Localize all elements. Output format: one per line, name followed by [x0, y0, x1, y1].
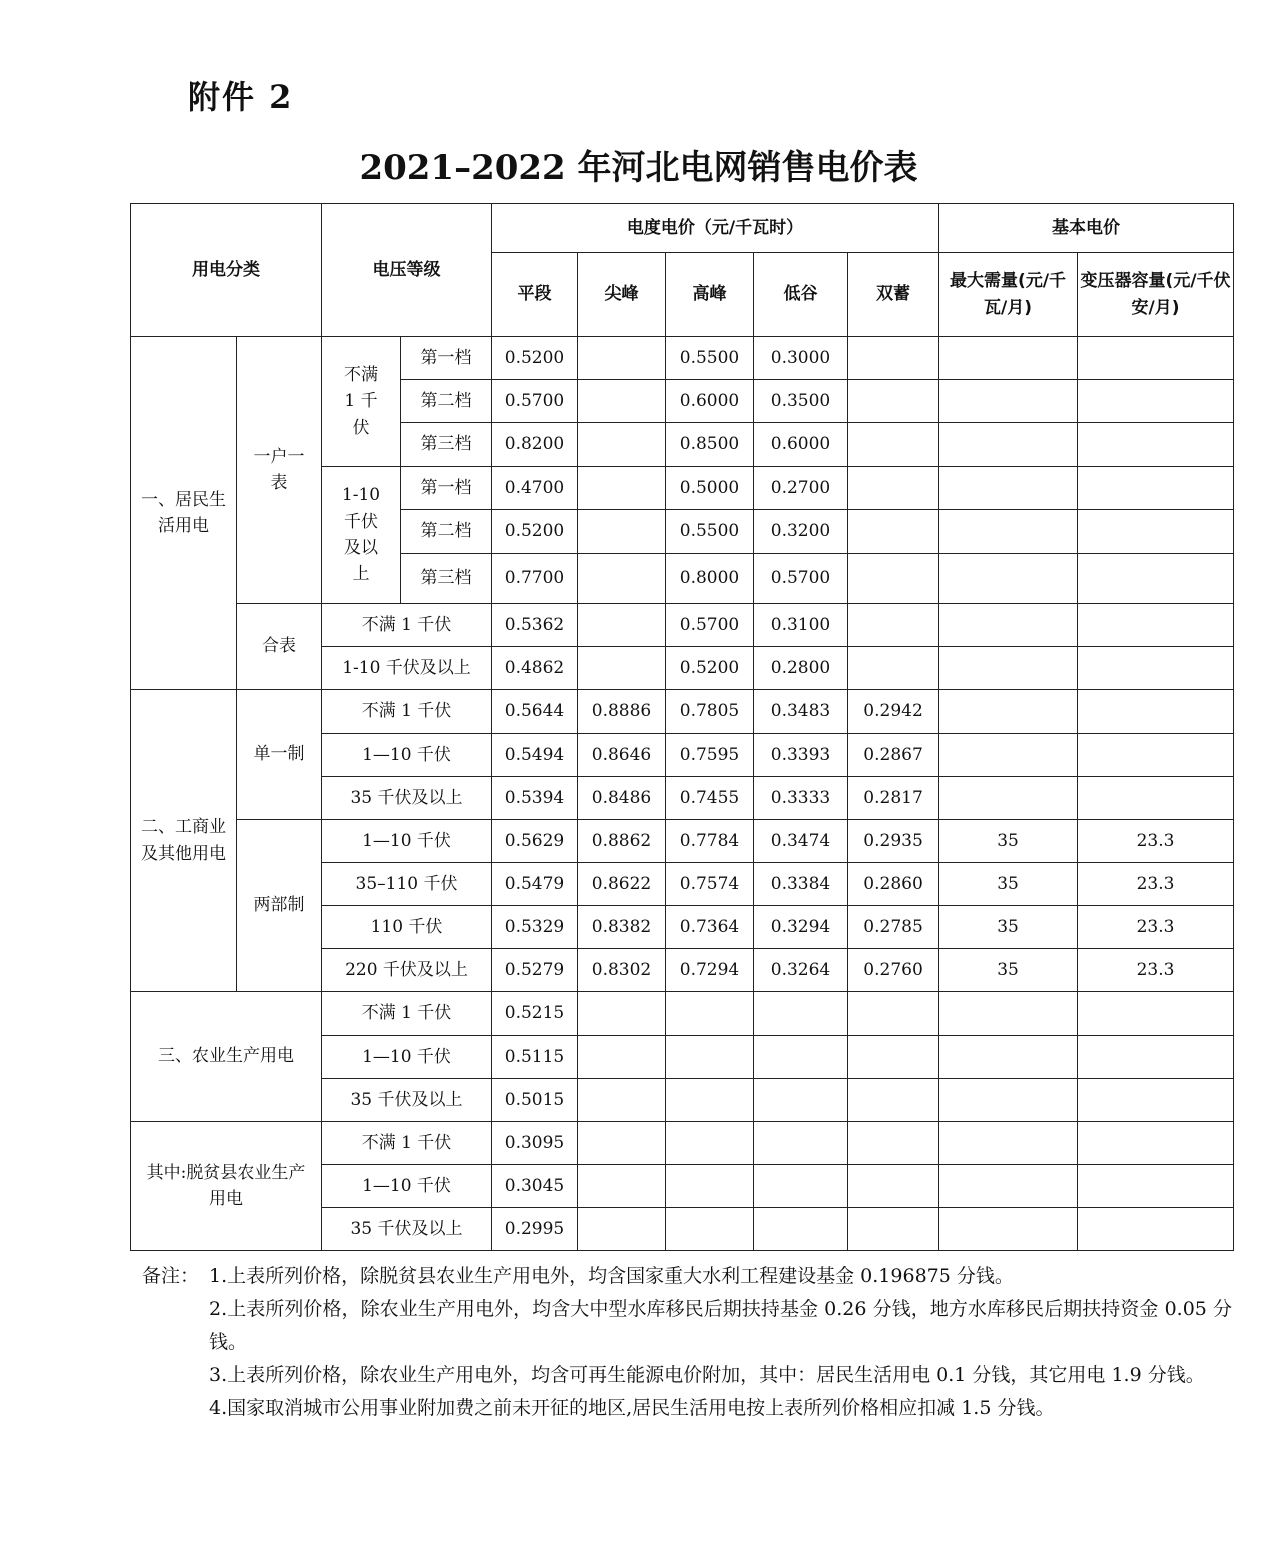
header-voltage: 电压等级: [322, 204, 492, 337]
voltage-cell: 35 千伏及以上: [322, 777, 492, 820]
price-cell: 0.2860: [848, 863, 939, 906]
price-cell: [578, 1036, 666, 1079]
price-cell: [939, 1208, 1078, 1251]
header-dual-storage: 双蓄: [848, 253, 939, 337]
price-cell: 0.5362: [492, 604, 578, 647]
voltage-cell: 不满 1 千伏: [322, 992, 492, 1036]
price-cell: 0.2995: [492, 1208, 578, 1251]
price-cell: [578, 337, 666, 380]
voltage-cell: 35 千伏及以上: [322, 1079, 492, 1122]
price-cell: 0.7455: [666, 777, 754, 820]
header-valley: 低谷: [754, 253, 848, 337]
price-cell: [939, 337, 1078, 380]
price-cell: [578, 554, 666, 604]
price-cell: [1078, 690, 1234, 734]
price-cell: [578, 380, 666, 423]
price-cell: 0.8500: [666, 423, 754, 467]
price-cell: 0.5700: [666, 604, 754, 647]
price-cell: 0.2800: [754, 647, 848, 690]
tier-cell: 第二档: [401, 510, 492, 554]
price-cell: 0.2867: [848, 734, 939, 777]
price-cell: [1078, 604, 1234, 647]
price-cell: [939, 734, 1078, 777]
price-cell: 0.5629: [492, 820, 578, 863]
price-cell: [848, 1036, 939, 1079]
price-cell: [939, 647, 1078, 690]
voltage-cell: 1-10 千伏及以上: [322, 647, 492, 690]
price-cell: [1078, 1208, 1234, 1251]
price-cell: 35: [939, 820, 1078, 863]
notes-label: 备注：: [142, 1265, 200, 1287]
price-cell: 0.5000: [666, 467, 754, 510]
header-category: 用电分类: [131, 204, 322, 337]
header-transformer-capacity: 变压器容量(元/千伏安/月): [1078, 253, 1234, 337]
header-energy-price: 电度电价（元/千瓦时）: [492, 204, 939, 253]
price-cell: 0.5115: [492, 1036, 578, 1079]
header-max-demand: 最大需量(元/千瓦/月): [939, 253, 1078, 337]
price-cell: 0.3000: [754, 337, 848, 380]
note-item: 3.上表所列价格，除农业生产用电外，均含可再生能源电价附加，其中：居民生活用电 0.1 分钱，其它用电 1.9 分钱。: [209, 1364, 1205, 1386]
price-cell: [848, 380, 939, 423]
price-cell: [939, 1122, 1078, 1165]
price-cell: [1078, 467, 1234, 510]
price-cell: [578, 510, 666, 554]
price-cell: 0.8622: [578, 863, 666, 906]
price-cell: 0.3045: [492, 1165, 578, 1208]
price-cell: [848, 1165, 939, 1208]
price-cell: [848, 604, 939, 647]
price-cell: [939, 604, 1078, 647]
price-cell: 0.8302: [578, 949, 666, 992]
price-cell: [939, 992, 1078, 1036]
voltage-cell: 110 千伏: [322, 906, 492, 949]
price-cell: [1078, 1036, 1234, 1079]
price-cell: 0.4862: [492, 647, 578, 690]
price-cell: [578, 1122, 666, 1165]
price-cell: [848, 510, 939, 554]
price-cell: 0.7700: [492, 554, 578, 604]
voltage-cell: 不满 1 千伏: [322, 1122, 492, 1165]
price-cell: [754, 1079, 848, 1122]
attachment-label: 附件 2: [188, 78, 294, 116]
price-cell: [848, 1079, 939, 1122]
price-cell: [848, 1122, 939, 1165]
price-cell: [666, 1122, 754, 1165]
voltage-cell: 220 千伏及以上: [322, 949, 492, 992]
price-cell: 0.7784: [666, 820, 754, 863]
price-cell: 0.5644: [492, 690, 578, 734]
price-cell: [1078, 777, 1234, 820]
price-cell: 0.5700: [754, 554, 848, 604]
price-cell: [1078, 734, 1234, 777]
voltage-cell: 不满 1 千伏: [322, 337, 401, 467]
price-cell: [939, 1036, 1078, 1079]
price-cell: [754, 1165, 848, 1208]
price-cell: [848, 423, 939, 467]
price-cell: [578, 423, 666, 467]
category-commercial: 二、工商业及其他用电: [131, 690, 237, 992]
table-row: [131, 1122, 1234, 1165]
price-cell: 0.3393: [754, 734, 848, 777]
voltage-cell: 1—10 千伏: [322, 1165, 492, 1208]
price-cell: 0.2785: [848, 906, 939, 949]
price-cell: [666, 992, 754, 1036]
price-cell: 23.3: [1078, 820, 1234, 863]
price-cell: 0.2942: [848, 690, 939, 734]
price-cell: [939, 467, 1078, 510]
voltage-cell: 1-10 千伏及以上: [322, 467, 401, 604]
price-cell: 0.3200: [754, 510, 848, 554]
price-cell: [754, 1208, 848, 1251]
price-cell: 0.5215: [492, 992, 578, 1036]
price-cell: [578, 1208, 666, 1251]
price-cell: 0.5494: [492, 734, 578, 777]
price-cell: 0.3333: [754, 777, 848, 820]
price-cell: [848, 467, 939, 510]
price-cell: [848, 1208, 939, 1251]
price-cell: 0.5500: [666, 337, 754, 380]
category-poverty-agriculture: 其中:脱贫县农业生产用电: [131, 1122, 322, 1251]
price-cell: 0.3100: [754, 604, 848, 647]
price-cell: 0.2935: [848, 820, 939, 863]
price-cell: [848, 337, 939, 380]
price-cell: [1078, 337, 1234, 380]
price-cell: 0.8486: [578, 777, 666, 820]
price-cell: [578, 992, 666, 1036]
price-cell: [939, 380, 1078, 423]
price-cell: [666, 1165, 754, 1208]
header-basic-price: 基本电价: [939, 204, 1234, 253]
price-cell: [666, 1208, 754, 1251]
subcategory-one-meter: 一户一表: [237, 337, 322, 604]
price-cell: [939, 1165, 1078, 1208]
table-row: [131, 690, 1234, 734]
price-cell: 0.8200: [492, 423, 578, 467]
price-cell: 0.3483: [754, 690, 848, 734]
price-cell: 0.8646: [578, 734, 666, 777]
price-cell: [578, 467, 666, 510]
price-cell: 0.5015: [492, 1079, 578, 1122]
price-cell: 0.7294: [666, 949, 754, 992]
price-cell: [939, 510, 1078, 554]
price-cell: [939, 1079, 1078, 1122]
price-cell: 0.5329: [492, 906, 578, 949]
price-cell: [666, 1036, 754, 1079]
price-cell: [939, 690, 1078, 734]
price-cell: 0.3474: [754, 820, 848, 863]
price-cell: 0.5200: [492, 510, 578, 554]
price-cell: [1078, 1079, 1234, 1122]
subcategory-single: 单一制: [237, 690, 322, 820]
price-cell: 35: [939, 906, 1078, 949]
price-cell: [939, 423, 1078, 467]
header-flat: 平段: [492, 253, 578, 337]
price-cell: 0.6000: [666, 380, 754, 423]
price-cell: [1078, 992, 1234, 1036]
price-cell: [1078, 1165, 1234, 1208]
price-cell: 35: [939, 863, 1078, 906]
price-cell: 0.6000: [754, 423, 848, 467]
price-cell: [1078, 423, 1234, 467]
price-cell: [578, 604, 666, 647]
tier-cell: 第一档: [401, 467, 492, 510]
tier-cell: 第二档: [401, 380, 492, 423]
notes: [142, 1260, 1232, 1425]
voltage-cell: 1—10 千伏: [322, 1036, 492, 1079]
tier-cell: 第三档: [401, 423, 492, 467]
price-cell: 0.7805: [666, 690, 754, 734]
price-cell: 23.3: [1078, 863, 1234, 906]
price-cell: 0.3264: [754, 949, 848, 992]
price-cell: 0.7364: [666, 906, 754, 949]
price-cell: 0.3500: [754, 380, 848, 423]
subcategory-shared-meter: 合表: [237, 604, 322, 690]
price-cell: [939, 554, 1078, 604]
price-cell: [848, 554, 939, 604]
note-item: 1.上表所列价格，除脱贫县农业生产用电外，均含国家重大水利工程建设基金 0.196875 分钱。: [209, 1265, 1014, 1287]
price-cell: [754, 1036, 848, 1079]
price-cell: [754, 992, 848, 1036]
price-cell: 0.5200: [666, 647, 754, 690]
price-cell: [1078, 510, 1234, 554]
header-peak: 高峰: [666, 253, 754, 337]
table-row: [131, 604, 1234, 647]
tier-cell: 第一档: [401, 337, 492, 380]
price-cell: 0.3294: [754, 906, 848, 949]
price-cell: 0.5200: [492, 337, 578, 380]
price-cell: 0.2817: [848, 777, 939, 820]
voltage-cell: 1—10 千伏: [322, 734, 492, 777]
note-item: 2.上表所列价格，除农业生产用电外，均含大中型水库移民后期扶持基金 0.26 分钱，地方水库移民后期扶持资金 0.05 分钱。: [209, 1298, 1232, 1353]
price-cell: 35: [939, 949, 1078, 992]
price-cell: 0.2700: [754, 467, 848, 510]
price-cell: 0.2760: [848, 949, 939, 992]
price-cell: [1078, 1122, 1234, 1165]
price-cell: [939, 777, 1078, 820]
price-cell: 0.5394: [492, 777, 578, 820]
voltage-cell: 1—10 千伏: [322, 820, 492, 863]
category-agriculture: 三、农业生产用电: [131, 992, 322, 1122]
price-cell: 0.8886: [578, 690, 666, 734]
price-cell: [666, 1079, 754, 1122]
price-cell: [578, 647, 666, 690]
price-cell: 0.8382: [578, 906, 666, 949]
price-cell: 0.5279: [492, 949, 578, 992]
price-cell: 0.5700: [492, 380, 578, 423]
price-cell: [578, 1165, 666, 1208]
price-cell: [754, 1122, 848, 1165]
subcategory-two-part: 两部制: [237, 820, 322, 992]
price-cell: [848, 647, 939, 690]
price-cell: [578, 1079, 666, 1122]
page-title: 2021–2022 年河北电网销售电价表: [359, 148, 918, 188]
price-cell: [848, 992, 939, 1036]
price-cell: 0.7595: [666, 734, 754, 777]
price-cell: 0.7574: [666, 863, 754, 906]
price-cell: [1078, 647, 1234, 690]
voltage-cell: 不满 1 千伏: [322, 690, 492, 734]
voltage-cell: 35–110 千伏: [322, 863, 492, 906]
price-cell: 23.3: [1078, 906, 1234, 949]
price-table: [130, 203, 1234, 1251]
note-item: 4.国家取消城市公用事业附加费之前未开征的地区,居民生活用电按上表所列价格相应扣减 1.5 分钱。: [209, 1397, 1055, 1419]
price-cell: 0.8000: [666, 554, 754, 604]
voltage-cell: 不满 1 千伏: [322, 604, 492, 647]
price-cell: 0.4700: [492, 467, 578, 510]
tier-cell: 第三档: [401, 554, 492, 604]
price-cell: 23.3: [1078, 949, 1234, 992]
table-row: [131, 337, 1234, 380]
price-cell: 0.8862: [578, 820, 666, 863]
price-cell: [1078, 554, 1234, 604]
price-cell: [1078, 380, 1234, 423]
table-row: [131, 992, 1234, 1036]
voltage-cell: 35 千伏及以上: [322, 1208, 492, 1251]
table-row: [131, 820, 1234, 863]
price-cell: 0.5479: [492, 863, 578, 906]
price-cell: 0.3095: [492, 1122, 578, 1165]
category-residential: 一、居民生活用电: [131, 337, 237, 690]
price-cell: 0.5500: [666, 510, 754, 554]
header-critical-peak: 尖峰: [578, 253, 666, 337]
price-cell: 0.3384: [754, 863, 848, 906]
